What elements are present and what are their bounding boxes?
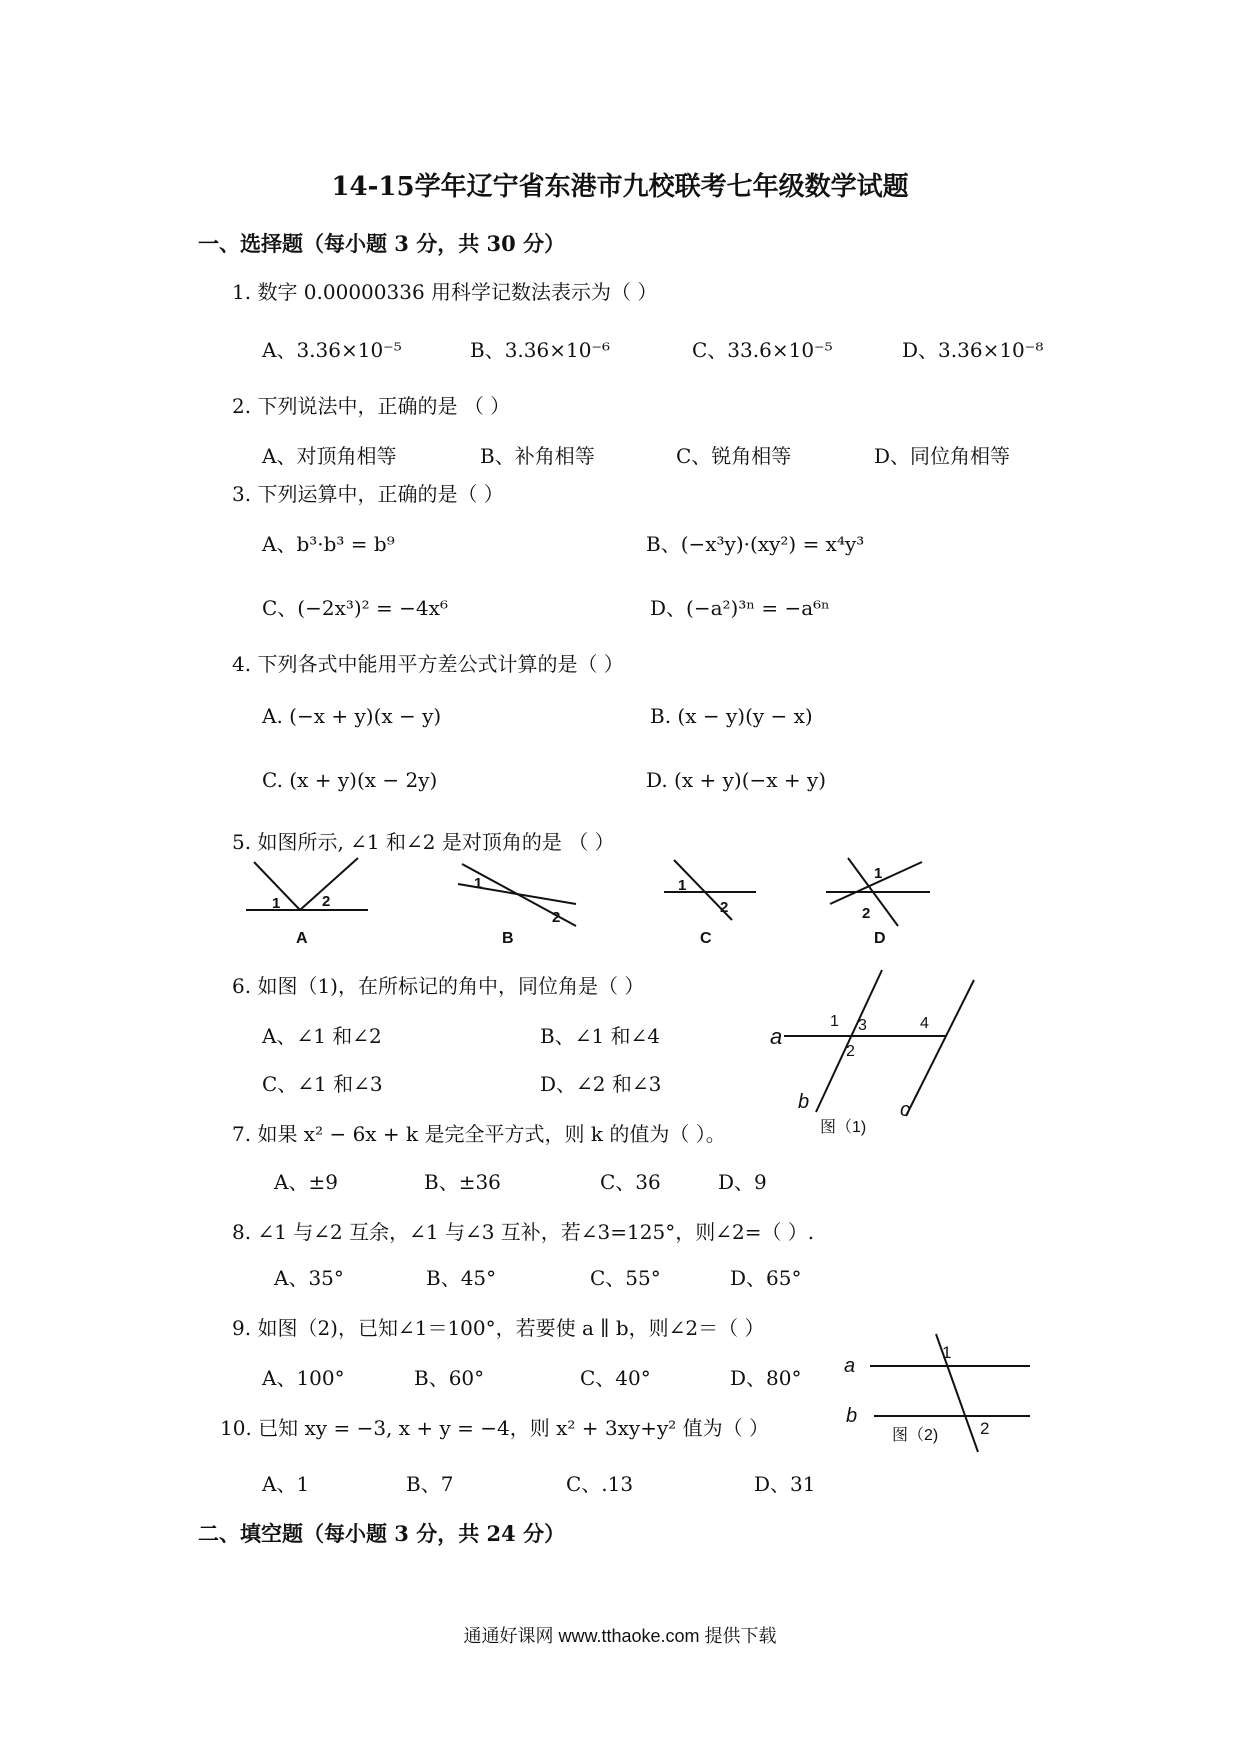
question-10-stem: 10. 已知 xy = −3, x + y = −4，则 x² + 3xy+y² 值为（ ） (220, 1416, 769, 1440)
q3-option-c: C、(−2x³)² = −4x⁶ (262, 596, 448, 620)
q2-option-c: C、锐角相等 (676, 444, 792, 468)
q5-figure-c (664, 854, 764, 924)
q5d-angle-2: 2 (862, 905, 871, 922)
question-9-stem: 9. 如图（2)，已知∠1＝100°，若要使 a ∥ b，则∠2＝（ ） (232, 1316, 765, 1340)
page-footer: 通通好课网 www.tthaoke.com 提供下载 (463, 1626, 777, 1646)
q5c-angle-1: 1 (678, 877, 687, 894)
fig1-line-c: c (900, 1099, 910, 1121)
q8-option-c: C、55° (590, 1266, 661, 1290)
q3-option-b: B、(−x³y)·(xy²) = x⁴y³ (646, 532, 865, 556)
q4-option-a: A. (−x + y)(x − y) (262, 704, 442, 728)
q5b-angle-2: 2 (552, 909, 561, 926)
q9-option-a: A、100° (262, 1366, 345, 1390)
q2-option-a: A、对顶角相等 (262, 444, 397, 468)
question-6-stem: 6. 如图（1)，在所标记的角中，同位角是（ ） (232, 974, 645, 998)
q9-option-b: B、60° (414, 1366, 485, 1390)
q5-figure-a (246, 858, 376, 918)
fig1-angle-4: 4 (920, 1015, 929, 1032)
fig2-angle-2: 2 (980, 1419, 990, 1438)
q6-option-a: A、∠1 和∠2 (262, 1024, 382, 1048)
q5-figure-d (826, 854, 936, 934)
fig1-angle-3: 3 (858, 1017, 867, 1034)
figure-1-caption: 图（1) (820, 1119, 867, 1136)
q9-option-d: D、80° (730, 1366, 802, 1390)
question-5-stem: 5. 如图所示, ∠1 和∠2 是对顶角的是 （ ） (232, 830, 615, 854)
q10-option-d: D、31 (754, 1472, 816, 1496)
fig1-angle-1: 1 (830, 1013, 839, 1030)
q10-option-c: C、.13 (566, 1472, 634, 1496)
q5-figure-b (458, 858, 588, 928)
q5a-angle-2: 2 (322, 893, 331, 910)
fig2-angle-1: 1 (942, 1343, 952, 1362)
q5a-angle-1: 1 (272, 895, 281, 912)
q8-option-d: D、65° (730, 1266, 802, 1290)
q5-label-a: A (296, 930, 308, 947)
q3-option-d: D、(−a²)³ⁿ = −a⁶ⁿ (650, 596, 830, 620)
q5-label-b: B (502, 930, 514, 947)
q1-option-c: C、33.6×10⁻⁵ (692, 338, 833, 362)
q5-label-d: D (874, 930, 886, 947)
fig1-line-a: a (770, 1024, 783, 1049)
q1-option-b: B、3.36×10⁻⁶ (470, 338, 611, 362)
q4-option-b: B. (x − y)(y − x) (650, 704, 813, 728)
q8-option-a: A、35° (274, 1266, 344, 1290)
question-8-stem: 8. ∠1 与∠2 互余，∠1 与∠3 互补，若∠3=125°，则∠2=（ ）. (232, 1220, 815, 1244)
section-1-heading: 一、选择题（每小题 3 分，共 30 分） (198, 231, 566, 256)
fig1-angle-2: 2 (846, 1043, 855, 1060)
q7-option-a: A、±9 (274, 1170, 338, 1194)
figure-2 (844, 1330, 1034, 1460)
q2-option-d: D、同位角相等 (874, 444, 1011, 468)
q3-option-a: A、b³·b³ = b⁹ (262, 532, 395, 556)
question-7-stem: 7. 如果 x² − 6x + k 是完全平方式，则 k 的值为（ ）。 (232, 1122, 726, 1146)
q6-option-b: B、∠1 和∠4 (540, 1024, 661, 1048)
page-title: 14-15学年辽宁省东港市九校联考七年级数学试题 (331, 172, 909, 202)
fig2-line-a: a (844, 1355, 856, 1377)
q4-option-c: C. (x + y)(x − 2y) (262, 768, 438, 792)
q6-option-d: D、∠2 和∠3 (540, 1072, 662, 1096)
q1-option-d: D、3.36×10⁻⁸ (902, 338, 1044, 362)
figure-2-caption: 图（2) (892, 1427, 939, 1444)
q8-option-b: B、45° (426, 1266, 497, 1290)
q5c-angle-2: 2 (720, 899, 729, 916)
q5-label-c: C (700, 930, 712, 947)
q9-option-c: C、40° (580, 1366, 651, 1390)
q7-option-d: D、9 (718, 1170, 767, 1194)
q7-option-b: B、±36 (424, 1170, 501, 1194)
q4-option-d: D. (x + y)(−x + y) (646, 768, 827, 792)
q10-option-b: B、7 (406, 1472, 454, 1496)
q5b-angle-1: 1 (474, 875, 483, 892)
question-3-stem: 3. 下列运算中，正确的是（ ） (232, 482, 504, 506)
question-2-stem: 2. 下列说法中，正确的是 （ ） (232, 394, 511, 418)
q1-option-a: A、3.36×10⁻⁵ (262, 338, 402, 362)
q7-option-c: C、36 (600, 1170, 661, 1194)
q5d-angle-1: 1 (874, 865, 883, 882)
q6-option-c: C、∠1 和∠3 (262, 1072, 383, 1096)
fig2-line-b: b (846, 1405, 858, 1427)
fig1-line-b: b (798, 1091, 810, 1113)
q2-option-b: B、补角相等 (480, 444, 595, 468)
question-4-stem: 4. 下列各式中能用平方差公式计算的是（ ） (232, 652, 624, 676)
question-1-stem: 1. 数字 0.00000336 用科学记数法表示为（ ） (232, 280, 658, 304)
q10-option-a: A、1 (262, 1472, 310, 1496)
figure-1 (770, 968, 1000, 1148)
section-2-heading: 二、填空题（每小题 3 分，共 24 分） (198, 1521, 566, 1546)
